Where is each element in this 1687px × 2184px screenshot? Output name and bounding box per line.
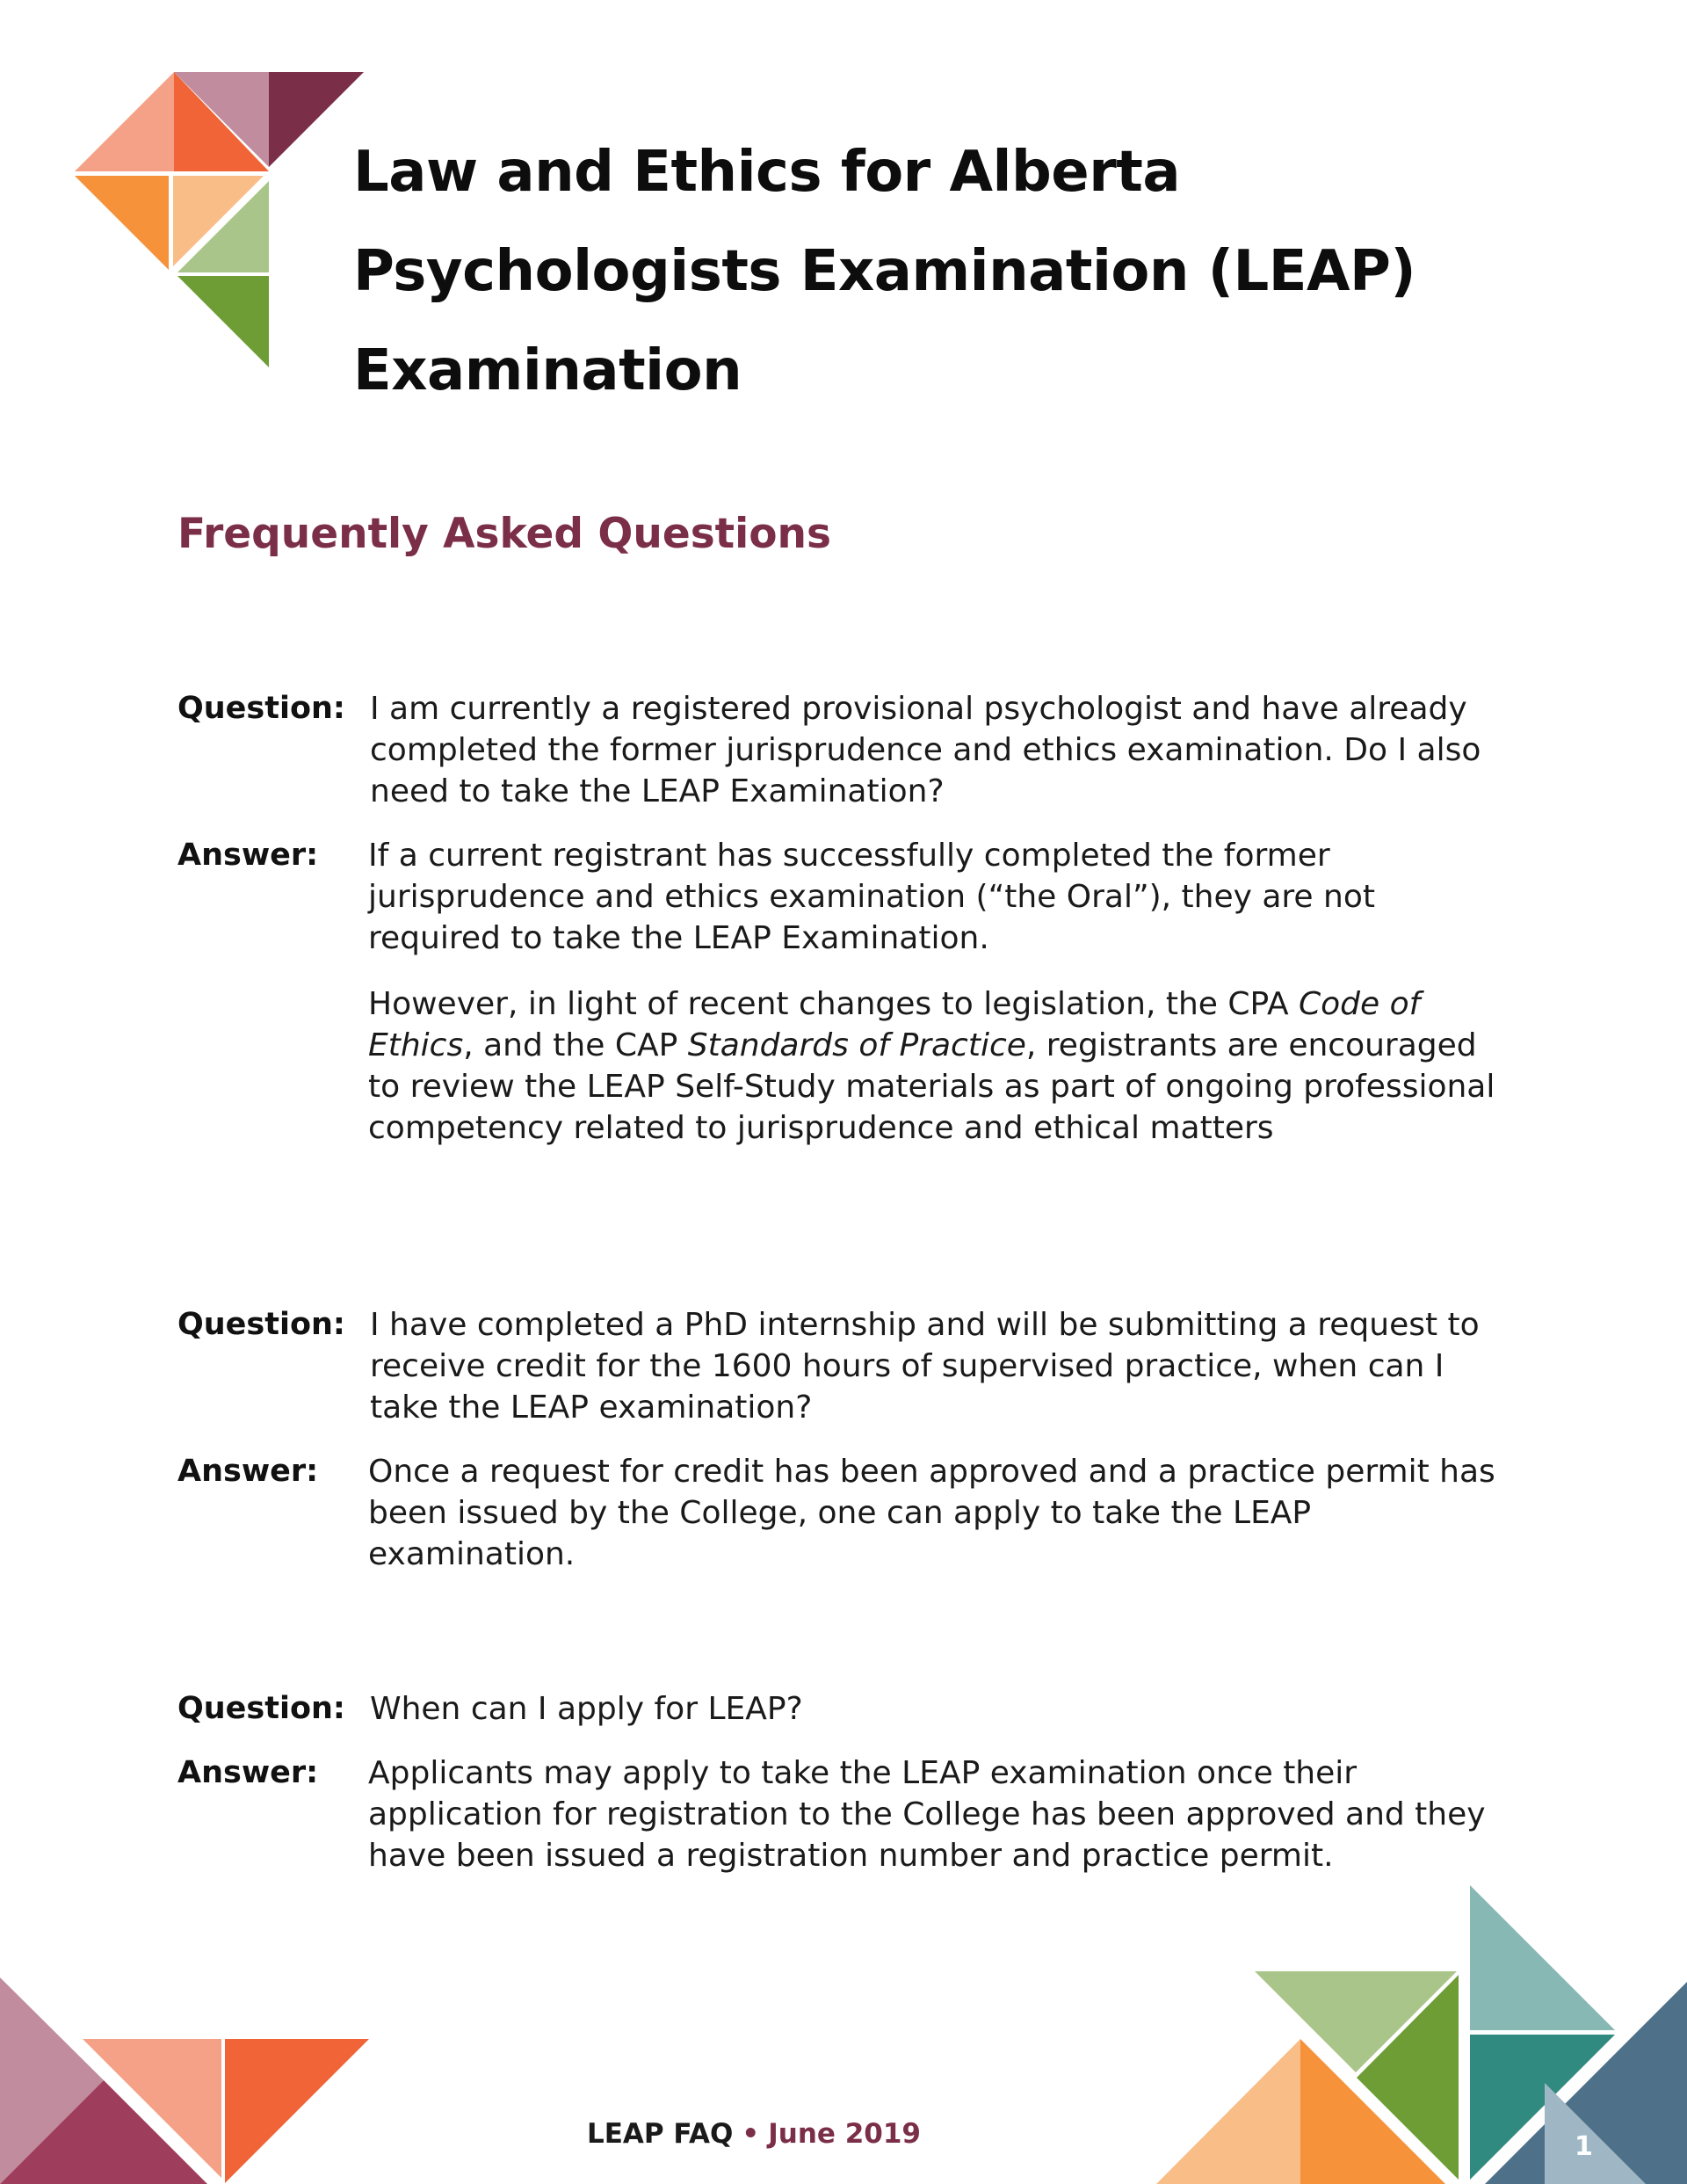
question-text: I have completed a PhD internship and will be submitting a request to receive credit for the 1600 hours of supervised practice, when can I take the LEAP examination? (370, 1307, 1480, 1426)
answer-label: Answer: (177, 1454, 319, 1489)
document-title (353, 123, 1495, 421)
answer-row (177, 1752, 1513, 1876)
answer-row (177, 1451, 1513, 1575)
question-label: Question: (177, 691, 345, 726)
qa-item-1 (177, 688, 1513, 1172)
top-left-logo-triangles (75, 72, 364, 367)
faq-heading: Frequently Asked Questions (177, 510, 831, 558)
answer-row (177, 835, 1513, 1149)
answer-label: Answer: (177, 838, 319, 873)
question-label: Question: (177, 1691, 345, 1726)
footer-doc-label: LEAP FAQ (587, 2118, 734, 2150)
answer-text-part: , and the CAP (463, 1027, 688, 1063)
qa-item-3 (177, 1688, 1513, 1899)
answer-text (368, 835, 1510, 1149)
standards-of-practice-title: Standards of Practice (687, 1027, 1026, 1063)
page-number: 1 (1575, 2131, 1593, 2162)
question-row (177, 1688, 1513, 1730)
footer-date: June 2019 (768, 2118, 922, 2150)
footer (587, 2118, 921, 2150)
answer-text-part: However, in light of recent changes to legislation, the CPA (368, 986, 1300, 1022)
question-text: When can I apply for LEAP? (370, 1691, 803, 1727)
answer-text: Once a request for credit has been approved and a practice permit has been issued by the College, one can apply to take the LEAP examination. (368, 1454, 1495, 1572)
qa-item-2 (177, 1304, 1513, 1598)
answer-paragraph-1: If a current registrant has successfully completed the former jurisprudence and ethics examination (“the Oral”), they are not required to take the LEAP Examination. (368, 838, 1375, 956)
bottom-right-triangles (1156, 1885, 1687, 2184)
title-line-2: Psychologists Examination (LEAP) (353, 239, 1416, 304)
bottom-left-triangles (0, 1977, 369, 2184)
question-label: Question: (177, 1307, 345, 1342)
code-of-ethics-title: Code of Ethics (368, 986, 1421, 1063)
title-line-1: Law and Ethics for Alberta (353, 140, 1181, 205)
answer-text: Applicants may apply to take the LEAP examination once their application for registration to the College has been approved and they have been issued a registration number and practice permit. (368, 1755, 1486, 1874)
question-row (177, 688, 1513, 812)
answer-label: Answer: (177, 1755, 319, 1790)
answer-text-part: , registrants are encouraged to review the LEAP Self-Study materials as part of ongoing professional competency related to jurisprudence and ethical matters (368, 1027, 1495, 1146)
title-line-3: Examination (353, 338, 742, 403)
footer-separator: • (742, 2118, 760, 2150)
question-text: I am currently a registered provisional psychologist and have already completed the former jurisprudence and ethics examination. Do I also need to take the LEAP Examination? (370, 691, 1481, 809)
question-row (177, 1304, 1513, 1428)
answer-paragraph-2 (368, 983, 1510, 1149)
